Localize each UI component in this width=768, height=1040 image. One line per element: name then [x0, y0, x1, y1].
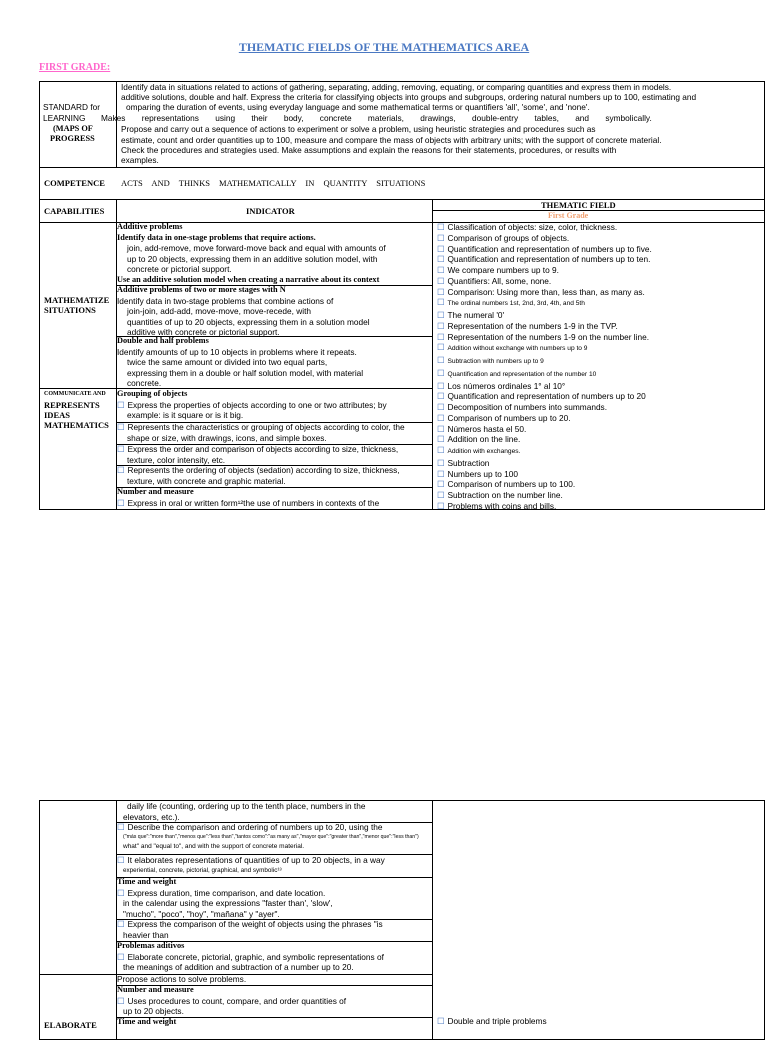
thematic-row [437, 355, 652, 368]
standard-label: (MAPS OF [53, 124, 93, 133]
thematic-item: Los números ordinales 1° al 10° [447, 380, 566, 391]
indicator-line: Express the comparison of the weight of objects using the phrases "is [127, 919, 383, 929]
indicator-group [117, 487, 379, 508]
col-divider [432, 199, 433, 510]
indicator-line: additive with concrete or pictorial support. [127, 327, 280, 337]
checkbox-bullet-icon: ☐ [437, 297, 445, 308]
indicator-line: Identify amounts of up to 10 objects in problems where it repeats. [117, 346, 357, 357]
indicator-line: It elaborates representations of quantities of up to 20 objects, in a way [127, 855, 385, 865]
thematic-item: Addition without exchange with numbers up to 9 [447, 345, 588, 353]
checkbox-bullet-icon: ☐ [437, 412, 445, 423]
thematic-row [437, 342, 652, 355]
indicator-heading: Time and weight [117, 1017, 177, 1026]
checkbox-bullet-icon: ☐ [437, 243, 445, 254]
indicator-line: Identify data in one-stage problems that require actions. [117, 232, 316, 242]
row-divider [39, 199, 765, 200]
standard-label: STANDARD for [43, 102, 101, 112]
thematic-item: Subtraction with numbers up to 9 [447, 358, 544, 365]
indicator-line: in the calendar using the expressions "faster than', 'slow', [123, 898, 333, 908]
thematic-row [437, 479, 652, 490]
header-capabilities: CAPABILITIES [44, 206, 105, 216]
thematic-item: Comparison: Using more than, less than, as many as. [447, 286, 645, 297]
standard-label: LEARNING [43, 113, 86, 123]
checkbox-bullet-icon: ☐ [437, 275, 445, 286]
capability-communicate: MATHEMATICS [44, 420, 109, 430]
indicator-line: Uses procedures to count, compare, and order quantities of [127, 995, 347, 1006]
checkbox-bullet-icon: ☐ [437, 331, 445, 342]
indicator-group [117, 389, 387, 421]
standard-text: additive solutions, double and half. Express the criteria for classifying objects into groups and subgroups, ordering natural numbers up to 100, estimating and [121, 92, 697, 102]
indicator-heading: Additive problems [117, 222, 183, 231]
indicator-line: concrete. [127, 378, 162, 388]
indicator-group [117, 465, 400, 486]
capability-communicate: REPRESENTS [44, 400, 100, 410]
indicator-line: experiential, concrete, pictorial, graphical, and symbolic¹³ [123, 866, 282, 874]
indicator-heading: Double and half problems [117, 336, 209, 345]
checkbox-bullet-icon: ☐ [117, 444, 125, 454]
thematic-item: Double and triple problems [447, 1016, 547, 1026]
thematic-item: Quantification and representation of numbers up to ten. [447, 254, 651, 265]
indicator-group [117, 877, 333, 919]
checkbox-bullet-icon: ☐ [437, 434, 445, 445]
thematic-row [437, 458, 652, 469]
indicator-line: Express in oral or written form¹²the use of numbers in contexts of the [127, 497, 380, 508]
indicator-heading: Number and measure [117, 487, 194, 496]
checkbox-bullet-icon: ☐ [437, 468, 445, 479]
checkbox-bullet-icon: ☐ [437, 457, 445, 468]
thematic-row [437, 332, 652, 343]
checkbox-bullet-icon: ☐ [437, 355, 445, 365]
thematic-row [437, 265, 652, 276]
checkbox-bullet-icon: ☐ [117, 887, 125, 898]
thematic-item: Addition on the line. [447, 434, 521, 445]
standard-text: Identify data in situations related to actions of gathering, separating, adding, removing, equating, or comparing quantities and express them in models. [121, 82, 672, 92]
indicator-group [117, 801, 365, 822]
thematic-row [437, 297, 652, 310]
header-grade: First Grade [548, 211, 589, 220]
capability-elaborate: ELABORATE [44, 1020, 97, 1030]
standard-text: examples. [121, 155, 159, 165]
thematic-item: Representation of the numbers 1-9 on the number line. [447, 331, 650, 342]
indicator-line: Propose actions to solve problems. [117, 974, 247, 984]
thematic-row [437, 244, 652, 255]
checkbox-bullet-icon: ☐ [437, 445, 445, 455]
checkbox-bullet-icon: ☐ [117, 919, 125, 929]
thematic-row [437, 381, 652, 392]
thematic-item: Representation of the numbers 1-9 in the TVP. [447, 320, 618, 331]
indicator-line: daily life (counting, ordering up to the tenth place, numbers in the [127, 801, 366, 811]
thematic-item: Quantification and representation of the number 10 [447, 370, 597, 378]
indicator-line: join, add-remove, move forward-move back and equal with amounts of [127, 243, 386, 253]
thematic-item: Subtraction [447, 457, 490, 468]
grade-heading: FIRST GRADE: [39, 62, 111, 73]
checkbox-bullet-icon: ☐ [437, 232, 445, 243]
standard-label-cont: Makes representations using their body, concrete materials, drawings, double-entry tables, and symbolically. [101, 113, 652, 123]
capability-communicate: COMMUNICATE AND [44, 391, 106, 397]
checkbox-bullet-icon: ☐ [117, 855, 125, 865]
row-divider [39, 167, 765, 168]
indicator-line: join-join, add-add, move-move, move-recede, with [127, 306, 311, 316]
thematic-row [437, 391, 652, 402]
indicator-line: "mucho", "poco", "hoy", "mañana" y "ayer". [123, 908, 280, 919]
header-thematic: THEMATIC FIELD [541, 200, 616, 210]
indicator-line: Describe the comparison and ordering of numbers up to 20, using the [127, 822, 383, 832]
thematic-item: Quantifiers: All, some, none. [447, 275, 552, 286]
thematic-item: Quantification and representation of numbers up to 20 [447, 391, 646, 402]
checkbox-bullet-icon: ☐ [117, 422, 125, 432]
capability-mathematize: MATHEMATIZE [44, 295, 110, 305]
indicator-line: Use an additive solution model when creating a narrative about its context [117, 274, 380, 284]
indicator-group [117, 974, 246, 985]
thematic-row [437, 287, 652, 298]
thematic-item: The ordinal numbers 1st, 2nd, 3rd, 4th, and 5th [447, 300, 585, 308]
indicator-group [117, 336, 363, 389]
indicator-group [117, 222, 386, 285]
checkbox-bullet-icon: ☐ [117, 399, 125, 410]
checkbox-bullet-icon: ☐ [117, 822, 125, 832]
indicator-group [117, 444, 398, 465]
thematic-row [437, 413, 652, 424]
indicator-group [117, 1017, 176, 1028]
checkbox-bullet-icon: ☐ [437, 265, 445, 275]
checkbox-bullet-icon: ☐ [437, 310, 445, 320]
indicator-group [117, 985, 346, 1017]
thematic-item: Problems with coins and bills. [447, 500, 557, 511]
indicator-line: Represents the ordering of objects (sedation) according to size, thickness, [127, 465, 400, 475]
competence-value: ACTS AND THINKS MATHEMATICALLY IN QUANTITY SITUATIONS [121, 178, 426, 188]
indicator-line: Express duration, time comparison, and date location. [127, 887, 326, 898]
standard-text: estimate, count and order quantities up to 100, measure and compare the mass of objects with arbitrary units; with the support of concrete material. [121, 135, 662, 145]
checkbox-bullet-icon: ☐ [437, 380, 445, 391]
indicator-line: example: is it square or is it big. [127, 410, 244, 420]
indicator-heading: Additive problems of two or more stages with N [117, 285, 286, 294]
document-title: THEMATIC FIELDS OF THE MATHEMATICS AREA [238, 40, 530, 54]
thematic-row [437, 402, 652, 413]
thematic-list [437, 222, 652, 512]
thematic-row [437, 222, 652, 233]
checkbox-bullet-icon: ☐ [437, 500, 445, 511]
indicator-line: twice the same amount or divided into two equal parts, [127, 357, 328, 367]
thematic-row [437, 490, 652, 501]
indicator-line: elevators, etc.). [123, 811, 180, 822]
standard-label: PROGRESS [50, 134, 95, 143]
thematic-item: Numbers up to 100 [447, 468, 519, 479]
thematic-row [437, 445, 652, 458]
thematic-item: Decomposition of numbers into summands. [447, 402, 608, 412]
indicator-heading: Problemas aditivos [117, 941, 185, 950]
indicator-heading: Time and weight [117, 877, 177, 886]
indicator-line: texture, color intensity, etc. [127, 454, 226, 465]
indicator-line: the meanings of addition and subtraction of a number up to 20. [123, 962, 354, 972]
thematic-row [437, 233, 652, 244]
thematic-row [437, 434, 652, 445]
thematic-row [437, 501, 652, 512]
standard-label-cont: omparing the duration of events, using everyday language and some mathematical terms or quantifiers 'all', 'some', and 'none'. [126, 102, 590, 112]
indicator-group [117, 822, 419, 851]
thematic-item: Quantification and representation of numbers up to five. [447, 243, 652, 254]
indicator-line: Identify data in two-stage problems that combine actions of [117, 295, 334, 306]
thematic-row [437, 368, 652, 381]
thematic-row [437, 310, 652, 321]
indicator-line: texture, with concrete and graphic material. [127, 475, 286, 486]
checkbox-bullet-icon: ☐ [437, 367, 445, 378]
indicator-line: concrete or pictorial support. [127, 264, 232, 274]
thematic-item: The numeral '0' [447, 310, 505, 320]
col-divider [432, 800, 433, 1040]
col-divider [116, 81, 117, 167]
checkbox-bullet-icon: ☐ [437, 1016, 445, 1026]
thematic-row [437, 254, 652, 265]
indicator-line: Express the order and comparison of objects according to size, thickness, [127, 444, 399, 454]
indicator-heading: Number and measure [117, 985, 194, 994]
standard-text: Check the procedures and strategies used. Make assumptions and explain the reasons for their statements, procedures, or results with [121, 145, 617, 155]
indicator-line: up to 20 objects, expressing them in an additive solution model, with [127, 253, 378, 264]
standard-text: Propose and carry out a sequence of actions to experiment or solve a problem, using heuristic strategies and procedures such as [121, 124, 596, 134]
checkbox-bullet-icon: ☐ [437, 490, 445, 500]
indicator-line: what" and "equal to", and with the support of concrete material. [123, 842, 305, 850]
indicator-line: heavier than [123, 929, 169, 940]
checkbox-bullet-icon: ☐ [117, 497, 125, 508]
capability-mathematize: SITUATIONS [44, 305, 96, 315]
indicator-group [117, 941, 384, 973]
thematic-item: Subtraction on the number line. [447, 490, 563, 500]
thematic-row [437, 424, 652, 435]
checkbox-bullet-icon: ☐ [437, 254, 445, 265]
indicator-group [117, 855, 385, 875]
checkbox-bullet-icon: ☐ [437, 222, 445, 232]
thematic-item: Comparison of numbers up to 100. [447, 479, 576, 490]
checkbox-bullet-icon: ☐ [437, 286, 445, 297]
thematic-row [437, 276, 652, 287]
indicator-line: ("más que":"more than","menos que":"less than","tantos como":"as many as","mayor que":"greater than","menor que":"less than") [123, 833, 419, 840]
indicator-line: quantities of up to 20 objects, expressing them in a solution model [127, 316, 370, 327]
thematic-row [437, 469, 652, 480]
indicator-group [117, 422, 405, 443]
indicator-line: up to 20 objects. [123, 1006, 184, 1016]
indicator-group [117, 285, 370, 338]
indicator-line: Represents the characteristics or grouping of objects according to color, the [127, 422, 405, 432]
thematic-item: Classification of objects: size, color, thickness. [447, 222, 618, 232]
checkbox-bullet-icon: ☐ [117, 465, 125, 475]
thematic-item: Comparison of numbers up to 20. [447, 412, 571, 423]
checkbox-bullet-icon: ☐ [437, 402, 445, 412]
indicator-line: shape or size, with drawings, icons, and simple boxes. [127, 432, 327, 443]
capability-communicate: IDEAS [44, 410, 70, 420]
indicator-line: expressing them in a double or half solution model, with material [127, 367, 364, 378]
thematic-item: Comparison of groups of objects. [447, 232, 570, 243]
competence-label: COMPETENCE [44, 178, 105, 188]
checkbox-bullet-icon: ☐ [117, 995, 125, 1006]
checkbox-bullet-icon: ☐ [437, 423, 445, 434]
checkbox-bullet-icon: ☐ [117, 951, 125, 962]
thematic-item: Addition with exchanges. [447, 448, 521, 455]
indicator-heading: Grouping of objects [117, 389, 188, 398]
thematic-item: We compare numbers up to 9. [447, 265, 559, 275]
indicator-line: Elaborate concrete, pictorial, graphic, and symbolic representations of [127, 951, 384, 962]
checkbox-bullet-icon: ☐ [437, 479, 445, 490]
indicator-line: Express the properties of objects according to one or two attributes; by [127, 399, 387, 410]
indicator-group [117, 919, 383, 940]
checkbox-bullet-icon: ☐ [437, 342, 445, 353]
thematic-list [437, 1016, 547, 1027]
checkbox-bullet-icon: ☐ [437, 391, 445, 402]
checkbox-bullet-icon: ☐ [437, 320, 445, 331]
header-indicator: INDICATOR [246, 206, 295, 216]
thematic-item: Números hasta el 50. [447, 423, 527, 434]
thematic-row [437, 321, 652, 332]
